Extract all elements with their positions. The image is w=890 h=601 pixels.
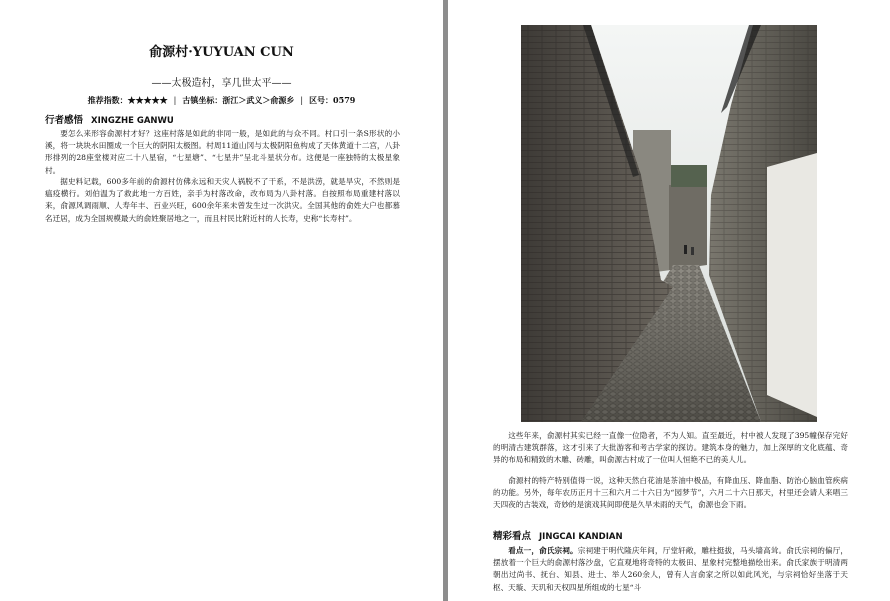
paragraph: 俞源村的特产特别值得一说，这种天然白花油是茶油中极品，有降血压、降血脂、防治心脑血管疾病的功能。另外，每年农历正月十三和六月二十六日为“园梦节”，六月二十六日那天，村里还会请人来唱三天四夜的古装戏，奇妙的是演戏其间即使是久旱未雨的天气，俞源也会下雨。 — [493, 476, 848, 510]
area-code: 区号：0579 — [309, 95, 356, 105]
section-heading-en: XINGZHE GANWU — [91, 116, 174, 126]
highlight-lead: 看点一，俞氏宗祠。 — [508, 546, 578, 555]
highlight-text: 宗祠建于明代隆庆年间，厅堂轩敞，雕柱挺拔，马头墙高耸。俞氏宗祠的偏厅，摆放着一个巨大的俞源村落沙盘，它直观地将奇特的太极田、星象村完整地描绘出来。俞氏家族于明清两朝出过尚书、抚台、知县、进士、举人260余人，曾有人言俞家之所以如此风光，与宗祠恰好坐落于天枢、天璇、天玑和天权四星所组成的七星“斗 — [493, 546, 849, 592]
page-title: 俞源村·YUYUAN CUN — [149, 45, 294, 60]
alley-photo-illustration — [521, 25, 817, 422]
paragraph: 要怎么来形容俞源村才好？这座村落是如此的非同一般，是如此的与众不同。村口引一条S形状的小溪，将一块块水田圈成一个巨大的阴阳太极图。村周11道山冈与太极阴阳鱼构成了天体黄道十二宫，八卦形排列的28座堂楼对应二十八星宿，“七星塘”、“七星井”呈北斗星状分布。这便是一座独特的太极星象村。 — [45, 129, 400, 175]
right-page — [448, 0, 890, 601]
location: 古镇坐标：浙江＞武义＞俞源乡 — [182, 95, 295, 105]
highlight-paragraph — [493, 545, 848, 594]
paragraph: 据史料记载，600多年前的俞源村仿佛永远和天灾人祸脱不了干系，不是洪涝，就是旱灾，不然则是瘟疫横行。刘伯温为了救此地一方百姓，亲手为村落改命，改布局为八卦村落。自按照布局重建村落以来，俞源风调雨顺、人寿年丰、百业兴旺，600余年来未曾发生过一次洪灾。全国其他的俞姓大户也都慕名迁居，成为全国规模最大的俞姓聚居地之一，而且村民比附近村的人长寿，史称“长寿村”。 — [45, 177, 400, 223]
info-bar: 推荐指数：★★★★★ | 古镇坐标：浙江＞武义＞俞源乡 | 区号：0579 — [87, 95, 356, 105]
section-heading-xingzhe — [45, 112, 174, 126]
paragraph: 这些年来，俞源村其实已经一直像一位隐者，不为人知。直至最近，村中被人发现了395幢保存完好的明清古建筑群落，这才引来了大批游客和考古学家的探访。建筑本身的魅力，加上深厚的文化底蕴、奇异的布局和精致的木雕、砖雕，叫俞源古村成了一位叫人恒艳不已的美人儿。 — [493, 431, 848, 465]
left-page — [0, 0, 443, 601]
section-heading-cn: 行者感悟 — [45, 115, 84, 126]
page-subtitle: ——太极造村，享几世太平—— — [151, 78, 292, 89]
section-heading-jingcai — [493, 528, 623, 542]
section-heading-en: JINGCAI KANDIAN — [539, 532, 623, 542]
rating: 推荐指数：★★★★★ — [87, 95, 168, 105]
section-heading-cn: 精彩看点 — [493, 531, 532, 542]
alley-photo — [521, 25, 817, 422]
